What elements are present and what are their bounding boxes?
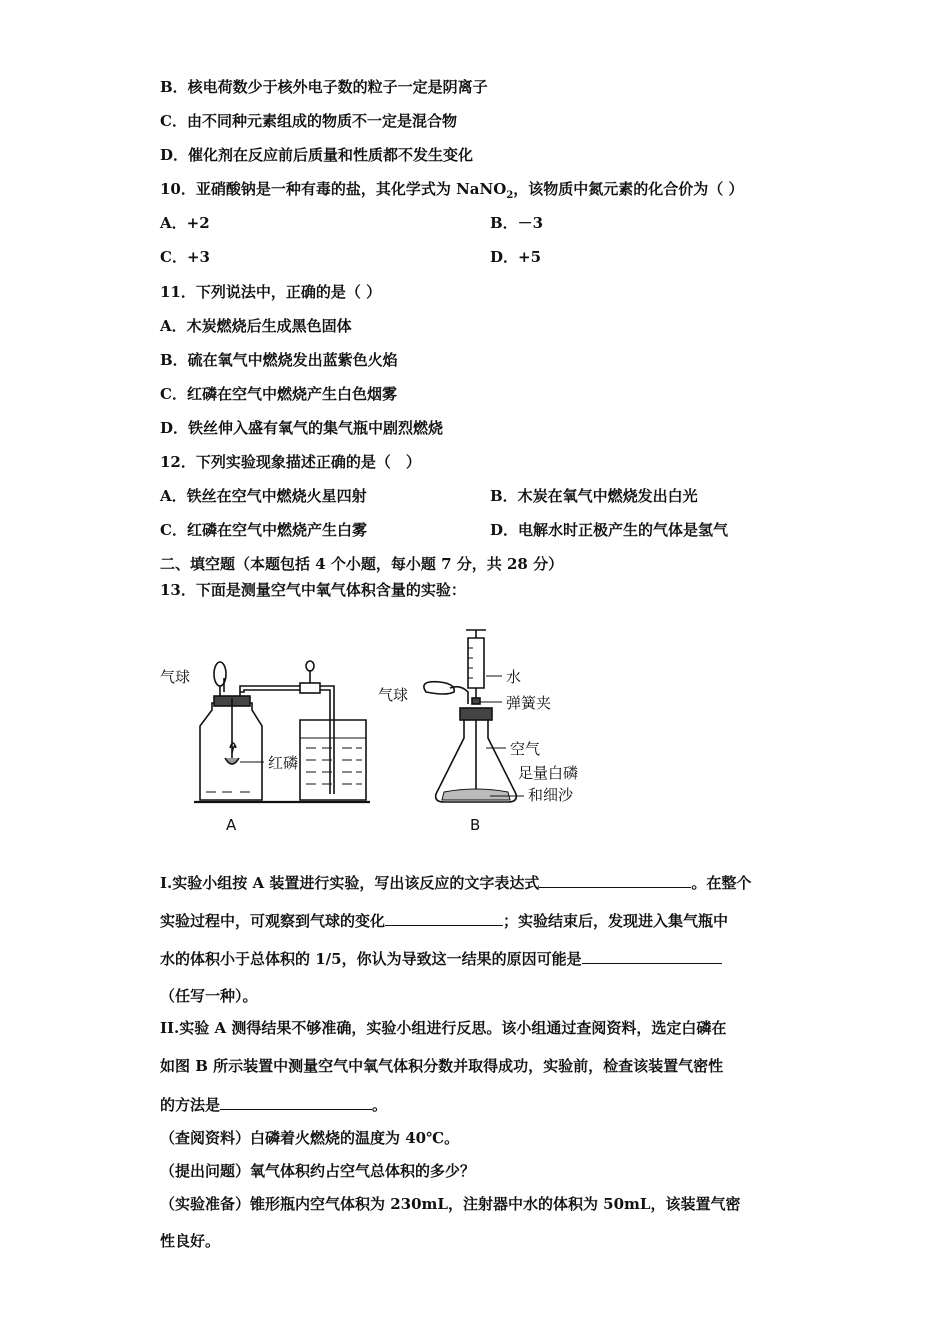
q10-stem-a: 10．亚硝酸钠是一种有毒的盐，其化学式为 NaNO <box>160 180 507 198</box>
answer-blank-equation[interactable] <box>539 872 691 888</box>
q10-option-c: C．+3 <box>160 248 210 266</box>
q13-part1-text-e: 水的体积小于总体积的 1/5，你认为导致这一结果的原因可能是 <box>160 950 582 968</box>
section-2-heading: 二、填空题（本题包括 4 个小题，每小题 7 分，共 28 分） <box>160 555 564 573</box>
q11-stem: 11．下列说法中，正确的是（ ） <box>160 283 382 301</box>
label-red-phosphorus: 红磷 <box>268 754 299 772</box>
q10-stem-b: ，该物质中氮元素的化合价为（ ） <box>513 180 744 198</box>
label-white-phosphorus: 足量白磷 <box>518 764 579 782</box>
answer-blank-airtightness[interactable] <box>220 1094 372 1110</box>
q10-option-d: D．+5 <box>490 248 542 266</box>
q12-option-b: B．木炭在氧气中燃烧发出白光 <box>490 487 698 505</box>
q12-option-d: D．电解水时正极产生的气体是氢气 <box>490 521 729 539</box>
label-balloon-b: 气球 <box>378 686 409 704</box>
q12-option-c: C．红磷在空气中燃烧产生白雾 <box>160 521 367 539</box>
label-balloon-a: 气球 <box>160 668 191 686</box>
q13-apparatus-figure <box>150 608 610 848</box>
q11-option-c: C．红磷在空气中燃烧产生白色烟雾 <box>160 385 397 403</box>
label-sand: 和细沙 <box>528 786 574 804</box>
answer-blank-reason[interactable] <box>582 948 722 964</box>
caption-a: A <box>226 816 237 834</box>
gas-bottle-a <box>200 703 262 800</box>
q13-stem: 13．下面是测量空气中氧气体积含量的实验： <box>160 581 466 599</box>
q13-part1-line1 <box>160 872 751 893</box>
q13-part1-line3 <box>160 948 722 969</box>
q13-part2-line3 <box>160 1094 387 1115</box>
q13-part2-text-b: 。 <box>372 1096 388 1114</box>
q11-option-b: B．硫在氧气中燃烧发出蓝紫色火焰 <box>160 351 398 369</box>
balloon-b <box>424 682 454 694</box>
spring-clamp <box>472 698 480 704</box>
q13-reference-info: （查阅资料）白磷着火燃烧的温度为 40℃。 <box>160 1129 460 1147</box>
q13-part1-text-a: I.实验小组按 A 装置进行实验，写出该反应的文字表达式 <box>160 874 540 892</box>
syringe <box>466 630 486 688</box>
q13-part1-line2 <box>160 910 728 931</box>
answer-blank-balloon[interactable] <box>385 910 503 926</box>
q11-option-d: D．铁丝伸入盛有氧气的集气瓶中剧烈燃烧 <box>160 419 444 437</box>
q10-stem-subscript: 2 <box>506 190 514 201</box>
clamp-a <box>300 683 320 693</box>
label-air: 空气 <box>510 740 541 758</box>
q13-part2-text-a: 的方法是 <box>160 1096 221 1114</box>
q10-option-a: A．+2 <box>160 214 210 232</box>
q12-stem: 12．下列实验现象描述正确的是（ ） <box>160 453 421 471</box>
stopper-b <box>460 708 492 720</box>
label-spring-clamp: 弹簧夹 <box>506 694 552 712</box>
q9-option-d: D．催化剂在反应前后质量和性质都不发生变化 <box>160 146 474 164</box>
q13-part1-text-d: ；实验结束后，发现进入集气瓶中 <box>503 912 729 930</box>
q13-preparation-line2: 性良好。 <box>160 1232 221 1250</box>
q12-option-a: A．铁丝在空气中燃烧火星四射 <box>160 487 367 505</box>
q9-option-c: C．由不同种元素组成的物质不一定是混合物 <box>160 112 457 130</box>
q13-part1-text-c: 实验过程中，可观察到气球的变化 <box>160 912 386 930</box>
q10-option-b: B．－3 <box>490 214 544 232</box>
q9-option-b: B．核电荷数少于核外电子数的粒子一定是阴离子 <box>160 78 488 96</box>
q13-part1-line4: （任写一种）。 <box>160 987 258 1005</box>
q13-preparation-line1: （实验准备）锥形瓶内空气体积为 230mL，注射器中水的体积为 50mL，该装置气密 <box>160 1195 741 1213</box>
label-water: 水 <box>506 668 522 686</box>
caption-b: B <box>470 816 481 834</box>
q11-option-a: A．木炭燃烧后生成黑色固体 <box>160 317 352 335</box>
q13-part2-line2: 如图 B 所示装置中测量空气中氧气体积分数并取得成功，实验前，检查该装置气密性 <box>160 1057 724 1075</box>
q13-part1-text-b: 。在整个 <box>691 874 752 892</box>
q13-question: （提出问题）氧气体积约占空气总体积的多少？ <box>160 1162 476 1180</box>
q13-part2-line1: II.实验 A 测得结果不够准确，实验小组进行反思。该小组通过查阅资料，选定白磷在 <box>160 1019 727 1037</box>
q10-stem <box>160 179 744 206</box>
